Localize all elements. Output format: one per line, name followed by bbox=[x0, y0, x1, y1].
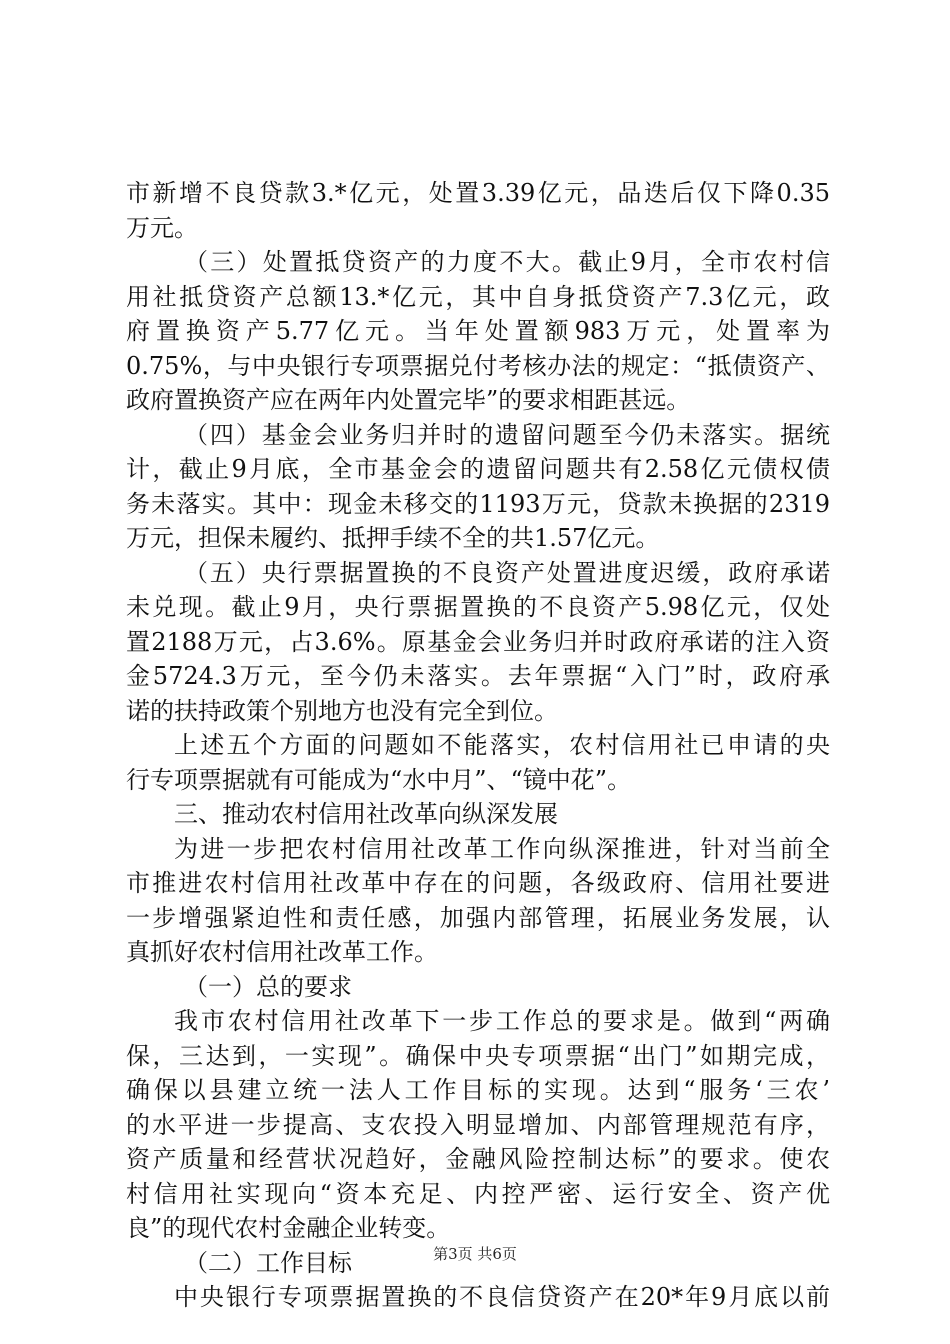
text-line: 未兑现。截止9月，央行票据置换的不良资产5.98亿元，仅处 bbox=[126, 593, 830, 621]
text-line: 资产质量和经营状况趋好，金融风险控制达标”的要求。使农 bbox=[126, 1145, 830, 1173]
text-line: 务未落实。其中：现金未移交的1193万元，贷款未换据的2319 bbox=[126, 489, 830, 518]
text-line: 用社抵贷资产总额13.*亿元，其中自身抵贷资产7.3亿元，政 bbox=[126, 282, 830, 311]
text-line: 中央银行专项票据置换的不良信贷资产在20*年9月底以前 bbox=[174, 1283, 830, 1311]
text-line: 置2188万元，占3.6%。原基金会业务归并时政府承诺的注入资 bbox=[126, 627, 830, 656]
text-line: 上述五个方面的问题如不能落实，农村信用社已申请的央 bbox=[174, 731, 830, 759]
text-line: 政府置换资产应在两年内处置完毕”的要求相距甚远。 bbox=[126, 386, 691, 414]
text-line: （四）基金会业务归并时的遗留问题至今仍未落实。据统 bbox=[184, 420, 830, 449]
text-line: 万元，担保未履约、抵押手续不全的共1.57亿元。 bbox=[126, 524, 660, 552]
text-line: 0.75%，与中央银行专项票据兑付考核办法的规定：“抵债资产、 bbox=[126, 351, 830, 380]
text-line: 府置换资产5.77亿元。当年处置额983万元，处置率为 bbox=[126, 317, 830, 345]
text-line: 行专项票据就有可能成为“水中月”、“镜中花”。 bbox=[126, 765, 632, 794]
document-body bbox=[126, 176, 830, 1315]
text-line: 确保以县建立统一法人工作目标的实现。达到“服务‘三农’ bbox=[126, 1076, 830, 1104]
subsection-heading: （二）工作目标 bbox=[184, 1248, 352, 1277]
section-heading: 三、推动农村信用社改革向纵深发展 bbox=[174, 800, 558, 828]
text-line: 金5724.3万元，至今仍未落实。去年票据“入门”时，政府承 bbox=[126, 662, 830, 690]
text-line: 保，三达到，一实现”。确保中央专项票据“出门”如期完成， bbox=[126, 1041, 830, 1070]
text-line: （五）央行票据置换的不良资产处置进度迟缓，政府承诺 bbox=[184, 558, 830, 587]
text-line: 市新增不良贷款3.*亿元，处置3.39亿元，品迭后仅下降0.35 bbox=[126, 179, 830, 207]
subsection-heading: （一）总的要求 bbox=[184, 972, 352, 1001]
text-line: 真抓好农村信用社改革工作。 bbox=[126, 938, 438, 966]
text-line: 良”的现代农村金融企业转变。 bbox=[126, 1214, 451, 1242]
text-line: 的水平进一步提高、支农投入明显增加、内部管理规范有序， bbox=[126, 1110, 830, 1139]
text-line: 我市农村信用社改革下一步工作总的要求是。做到“两确 bbox=[174, 1007, 830, 1035]
text-line: 一步增强紧迫性和责任感，加强内部管理，拓展业务发展，认 bbox=[126, 903, 830, 932]
text-line: 市推进农村信用社改革中存在的问题，各级政府、信用社要进 bbox=[126, 869, 830, 897]
page-footer bbox=[0, 1243, 950, 1264]
page-number-label: 第3页 共6页 bbox=[433, 1245, 517, 1263]
text-line: 村信用社实现向“资本充足、内控严密、运行安全、资产优 bbox=[126, 1179, 830, 1208]
text-line: （三）处置抵贷资产的力度不大。截止9月，全市农村信 bbox=[184, 248, 830, 276]
text-line: 为进一步把农村信用社改革工作向纵深推进，针对当前全 bbox=[174, 834, 830, 863]
text-line: 计，截止9月底，全市基金会的遗留问题共有2.58亿元债权债 bbox=[126, 455, 830, 483]
text-line: 万元。 bbox=[126, 213, 198, 242]
text-line: 诺的扶持政策个别地方也没有完全到位。 bbox=[126, 696, 558, 725]
